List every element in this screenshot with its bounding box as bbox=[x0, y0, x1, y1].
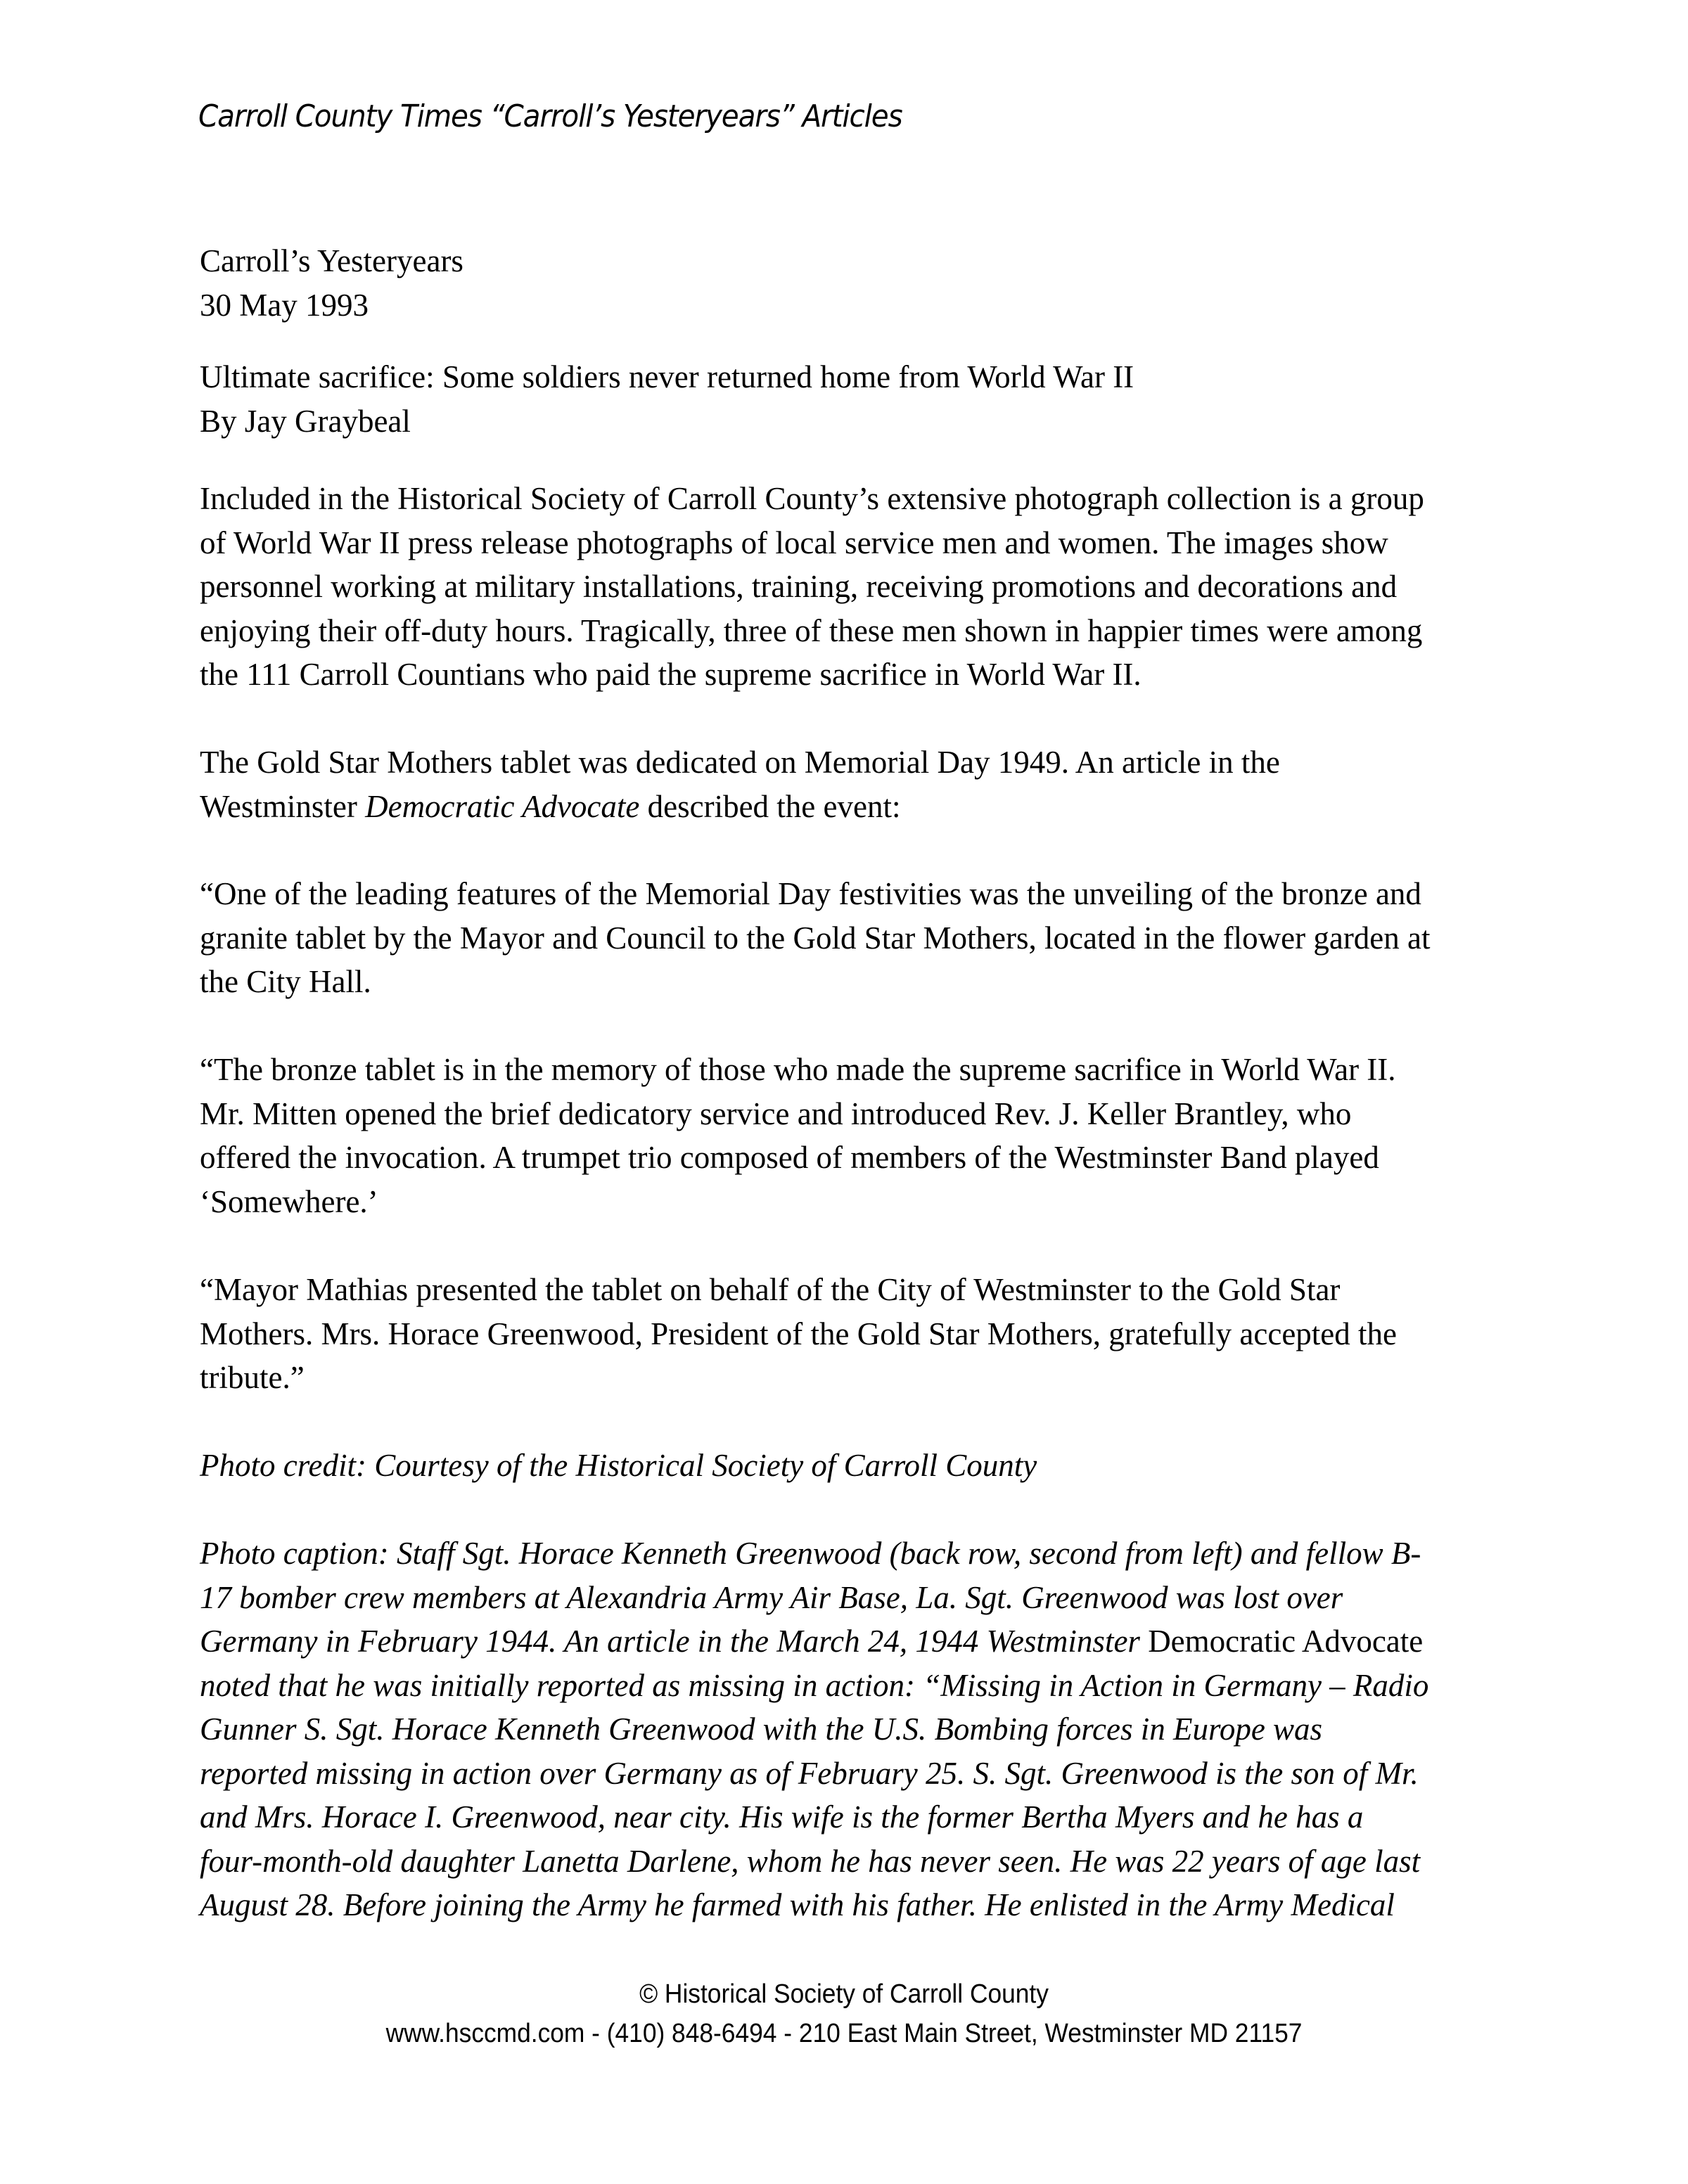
text-segment: Germany in February 1944. An article in the March 24, 1944 Westminster bbox=[200, 1624, 1149, 1659]
caption-line: and Mrs. Horace I. Greenwood, near city. His wife is the former Bertha Myers and he has a bbox=[200, 1799, 1364, 1835]
photo-credit-text: Photo credit: Courtesy of the Historical Society of Carroll County bbox=[200, 1448, 1037, 1483]
paragraph-line: the 111 Carroll Countians who paid the supreme sacrifice in World War II. bbox=[200, 657, 1142, 692]
paragraph-line bbox=[200, 785, 1508, 829]
photo-credit bbox=[200, 1444, 1508, 1488]
footer-copyright: © Historical Society of Carroll County bbox=[639, 1979, 1049, 2009]
paragraph-line: enjoying their off-duty hours. Tragically, three of these men shown in happier times were among bbox=[200, 612, 1423, 648]
paragraph-line: the City Hall. bbox=[200, 964, 371, 999]
paragraph-line: Mothers. Mrs. Horace Greenwood, President of the Gold Star Mothers, gratefully accepted the bbox=[200, 1316, 1398, 1351]
paragraph-line: “The bronze tablet is in the memory of those who made the supreme sacrifice in World War II. bbox=[200, 1052, 1396, 1087]
caption-line: Photo caption: Staff Sgt. Horace Kenneth Greenwood (back row, second from left) and fellow B- bbox=[200, 1536, 1421, 1571]
paragraph-line: “One of the leading features of the Memorial Day festivities was the unveiling of the bronze and bbox=[200, 876, 1421, 911]
caption-line: reported missing in action over Germany as of February 25. S. Sgt. Greenwood is the son of Mr. bbox=[200, 1755, 1419, 1791]
page-header-title: Carroll County Times “Carroll’s Yesteryears” Articles bbox=[198, 98, 902, 134]
caption-line bbox=[200, 1619, 1508, 1664]
article-heading bbox=[200, 355, 1508, 443]
article-date: 30 May 1993 bbox=[200, 287, 369, 323]
paragraph-line: granite tablet by the Mayor and Council to the Gold Star Mothers, located in the flower garden at bbox=[200, 920, 1431, 956]
paragraph-line: Mr. Mitten opened the brief dedicatory service and introduced Rev. J. Keller Brantley, who bbox=[200, 1096, 1352, 1131]
paragraph-quote-3 bbox=[200, 1268, 1508, 1400]
publication-title: Democratic Advocate bbox=[365, 788, 640, 824]
paragraph-line: offered the invocation. A trumpet trio composed of members of the Westminster Band played bbox=[200, 1140, 1379, 1175]
caption-line: Gunner S. Sgt. Horace Kenneth Greenwood with the U.S. Bombing forces in Europe was bbox=[200, 1711, 1323, 1747]
paragraph-line: The Gold Star Mothers tablet was dedicated on Memorial Day 1949. An article in the bbox=[200, 745, 1280, 780]
footer-contact: www.hsccmd.com - (410) 848-6494 - 210 East Main Street, Westminster MD 21157 bbox=[385, 2019, 1303, 2048]
paragraph-quote-1 bbox=[200, 872, 1508, 1004]
paragraph-line: personnel working at military installations, training, receiving promotions and decorations and bbox=[200, 569, 1398, 604]
paragraph-line: tribute.” bbox=[200, 1360, 305, 1395]
publication-title: Democratic Advocate bbox=[1148, 1624, 1424, 1659]
column-name: Carroll’s Yesteryears bbox=[200, 243, 463, 278]
article-meta bbox=[200, 239, 1508, 327]
article-headline: Ultimate sacrifice: Some soldiers never returned home from World War II bbox=[200, 359, 1134, 394]
paragraph-line: Included in the Historical Society of Carroll County’s extensive photograph collection is a group bbox=[200, 481, 1424, 516]
paragraph-line: “Mayor Mathias presented the tablet on behalf of the City of Westminster to the Gold Star bbox=[200, 1272, 1341, 1307]
text-segment: Westminster bbox=[200, 788, 366, 824]
caption-line: August 28. Before joining the Army he farmed with his father. He enlisted in the Army Medical bbox=[200, 1887, 1395, 1922]
paragraph-line: of World War II press release photographs of local service men and women. The images show bbox=[200, 525, 1388, 560]
paragraph-quote-2 bbox=[200, 1048, 1508, 1223]
photo-caption bbox=[200, 1531, 1508, 1927]
caption-line: noted that he was initially reported as missing in action: “Missing in Action in Germany – Radio bbox=[200, 1667, 1429, 1703]
caption-line: 17 bomber crew members at Alexandria Army Air Base, La. Sgt. Greenwood was lost over bbox=[200, 1579, 1343, 1615]
paragraph-line: ‘Somewhere.’ bbox=[200, 1183, 378, 1219]
paragraph-intro bbox=[200, 477, 1508, 697]
paragraph-gold-star bbox=[200, 740, 1508, 828]
article-byline: By Jay Graybeal bbox=[200, 403, 411, 439]
text-segment: described the event: bbox=[639, 788, 901, 824]
page-footer bbox=[0, 1974, 1688, 2053]
caption-line: four-month-old daughter Lanetta Darlene, whom he has never seen. He was 22 years of age last bbox=[200, 1843, 1421, 1879]
